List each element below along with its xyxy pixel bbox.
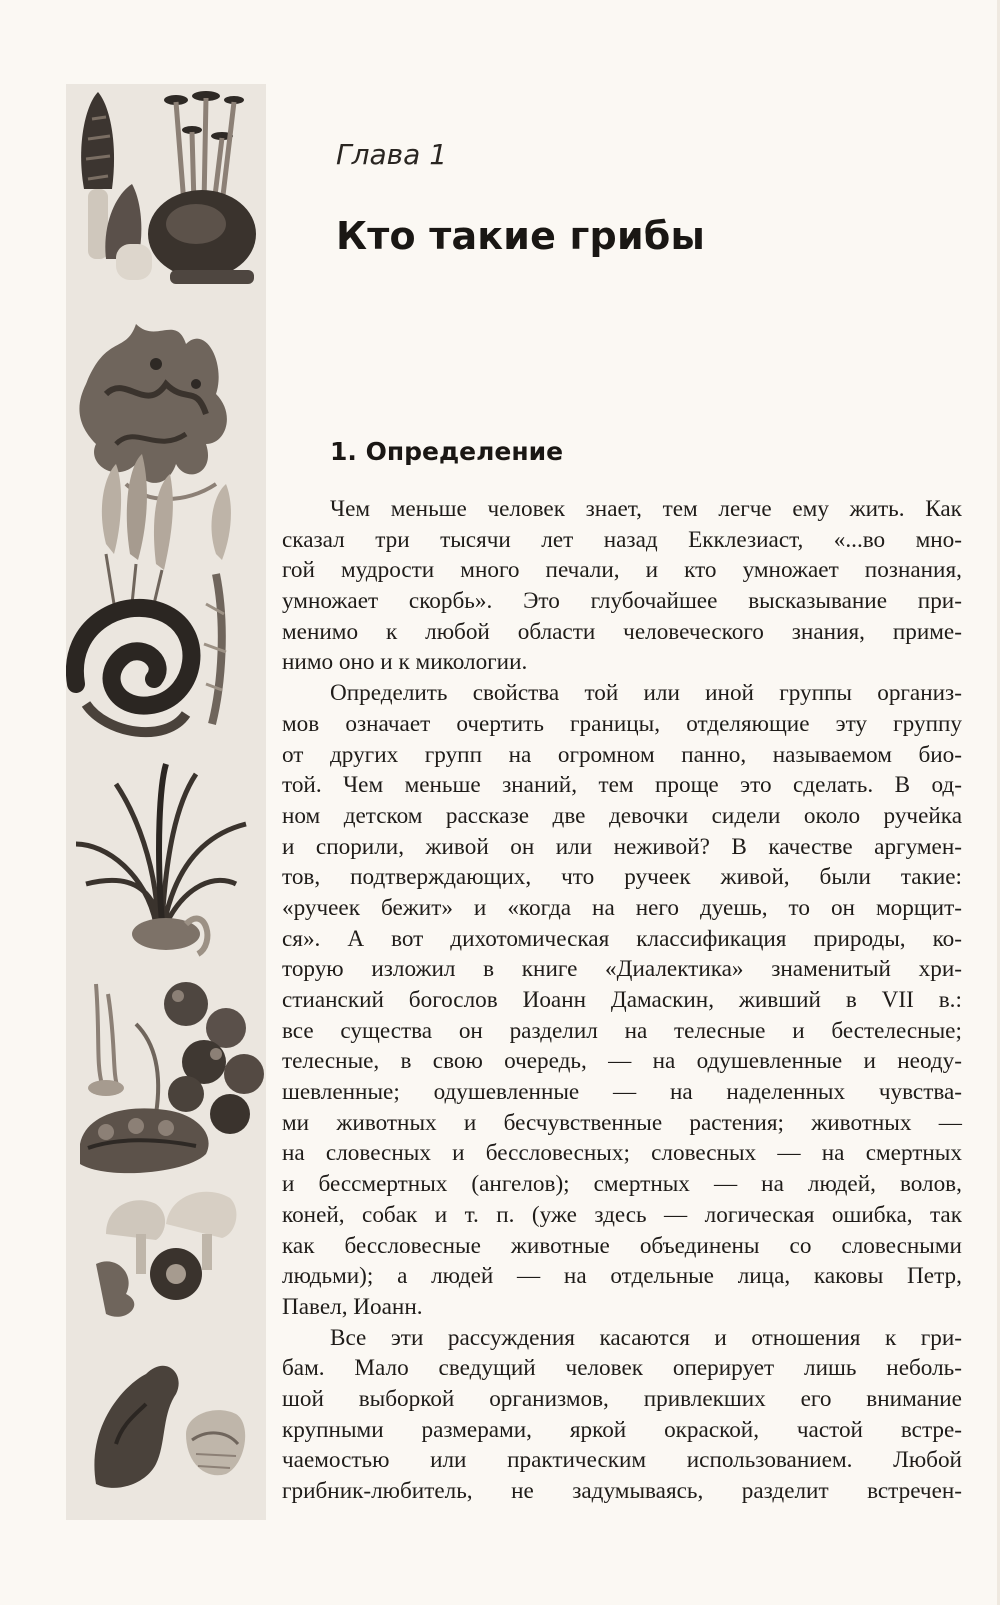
chapter-label: Глава 1 [336,138,448,171]
coral-fungus-icon [94,1366,245,1488]
text-line: на словесных и бессловесных; словесных — на смертных [282,1140,962,1167]
text-line: крупными размерами, яркой окраской, частой встре- [282,1416,962,1443]
text-line: и бессмертных (ангелов); смертных — на людей, волов, [282,1171,962,1198]
text-line: гой мудрости много печали, и кто умножает познания, [282,557,962,584]
text-line: ми животных и бесчувственные растения; животных — [282,1109,962,1136]
morel-mushroom-icon [81,92,152,280]
text-line: все существа он разделил на телесные и бестелесные; [282,1017,962,1044]
grass-tuft-fungus-icon [76,764,246,954]
text-line: чаемостью или практическим использованием. Любой [282,1447,962,1474]
spiral-shelf-fungus-icon [75,574,226,732]
text-line: нимо оно и к микологии. [282,649,528,676]
chapter-title: Кто такие грибы [336,214,706,258]
text-line: телесные, в свою очередь, — на одушевленные и неоду- [282,1048,962,1075]
text-line: и спорили, живой он или неживой? В качестве аргумен- [282,833,962,860]
text-line: коней, собак и т. п. (уже здесь — логическая ошибка, так [282,1201,962,1228]
lichen-icon [79,324,226,499]
text-line: умножает скорбь». Это глубочайшее высказывание при- [282,588,962,615]
text-line: той. Чем меньше знаний, тем проще это сделать. В од- [282,772,962,799]
cluster-mushroom-icon [148,91,256,284]
section-title: 1. Определение [330,437,564,466]
text-line: торую изложил в книге «Диалектика» знаменитый хри- [282,956,962,983]
agaric-mushroom-icon [96,1192,236,1317]
text-line: шевленные; одушевленные — на наделенных чувства- [282,1079,962,1106]
text-line: мов означает очертить границы, отделяющие эту группу [282,710,962,737]
fungi-illustration-column [66,84,266,1520]
text-line: Определить свойства той или иной группы организ- [330,680,962,707]
text-line: «ручеек бежит» и «когда на него дуешь, то он морщит- [282,894,962,921]
bracket-fungus-icon [80,1108,209,1173]
text-line: шой выборкой организмов, привлекших его внимание [282,1385,962,1412]
text-line: менимо к любой области человеческого знания, приме- [282,618,962,645]
text-line: грибник-любитель, не задумываясь, разделит встречен- [282,1478,962,1504]
text-line: от других групп на огромном панно, называемом био- [282,741,962,768]
body-text [282,494,962,1507]
text-line: Чем меньше человек знает, тем легче ему жить. Как [330,496,962,522]
puffball-cluster-icon [88,982,264,1134]
text-line: людьми); а людей — на отдельные лица, каковы Петр, [282,1263,962,1290]
text-line: сказал три тысячи лет назад Екклезиаст, «...во мно- [282,526,962,553]
text-line: как бессловесные животные объединены со словесными [282,1232,962,1259]
text-line: бам. Мало сведущий человек оперирует лишь неболь- [282,1355,962,1382]
text-line: Все эти рассуждения касаются и отношения к гри- [330,1324,962,1351]
text-line: Павел, Иоанн. [282,1293,423,1320]
text-line: тов, подтверждающих, что ручеек живой, были такие: [282,864,962,891]
text-line: стианский богослов Иоанн Дамаскин, живший в VII в.: [282,987,962,1013]
text-line: ся». А вот дихотомическая классификация природы, ко- [282,925,962,952]
text-line: ном детском рассказе две девочки сидели около ручейка [282,802,962,829]
